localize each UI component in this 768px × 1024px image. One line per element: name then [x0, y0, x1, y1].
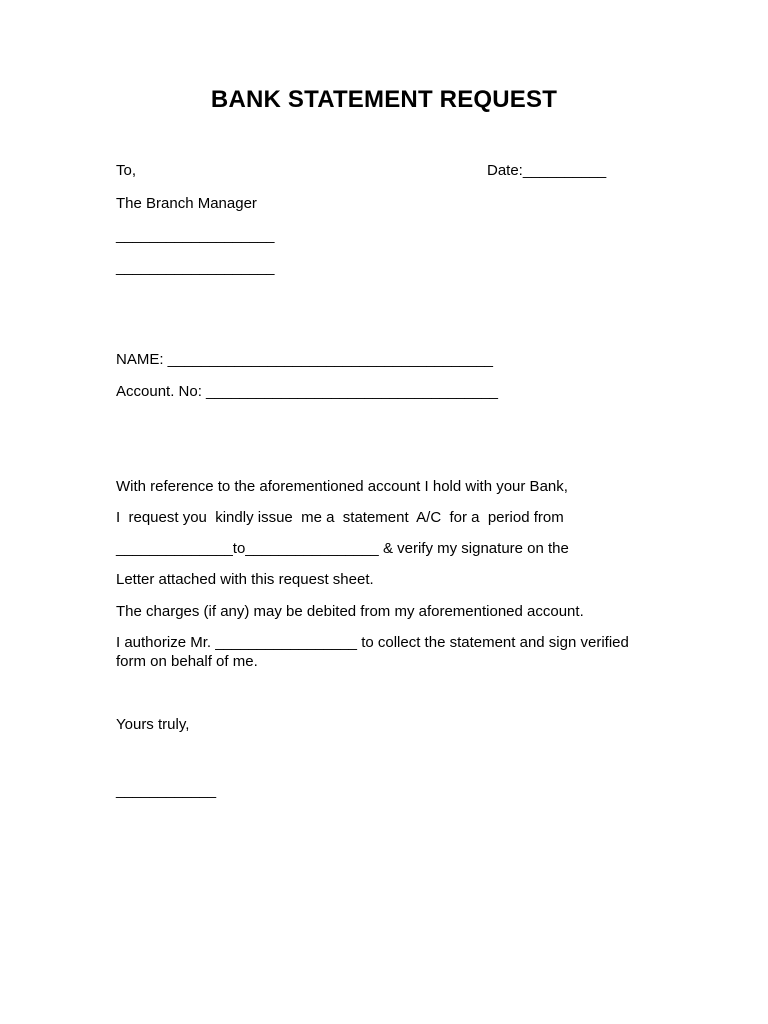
body-line-attachment: Letter attached with this request sheet. [116, 571, 374, 588]
body-line-charges: The charges (if any) may be debited from my aforementioned account. [116, 603, 584, 620]
body-line-authorization: I authorize Mr. _________________ to collect the statement and sign verified form on behalf of me. [116, 634, 629, 670]
address-blank-1: ___________________ [116, 227, 275, 244]
to-label: To, [116, 162, 137, 179]
date-field: Date:__________ [487, 162, 607, 179]
document-title: BANK STATEMENT REQUEST [210, 86, 558, 113]
body-line-request: I request you kindly issue me a statement A/C for a period from [116, 509, 564, 526]
account-number-field: Account. No: ___________________________________ [116, 383, 499, 400]
body-line-reference: With reference to the aforementioned account I hold with your Bank, [116, 478, 568, 495]
name-field: NAME: _______________________________________ [116, 351, 494, 368]
closing-line: Yours truly, [116, 716, 190, 733]
signature-line: ____________ [116, 782, 217, 799]
recipient-line: The Branch Manager [116, 195, 257, 212]
address-blank-2: ___________________ [116, 259, 275, 276]
body-line-period: ______________to________________ & verify my signature on the [116, 540, 569, 557]
